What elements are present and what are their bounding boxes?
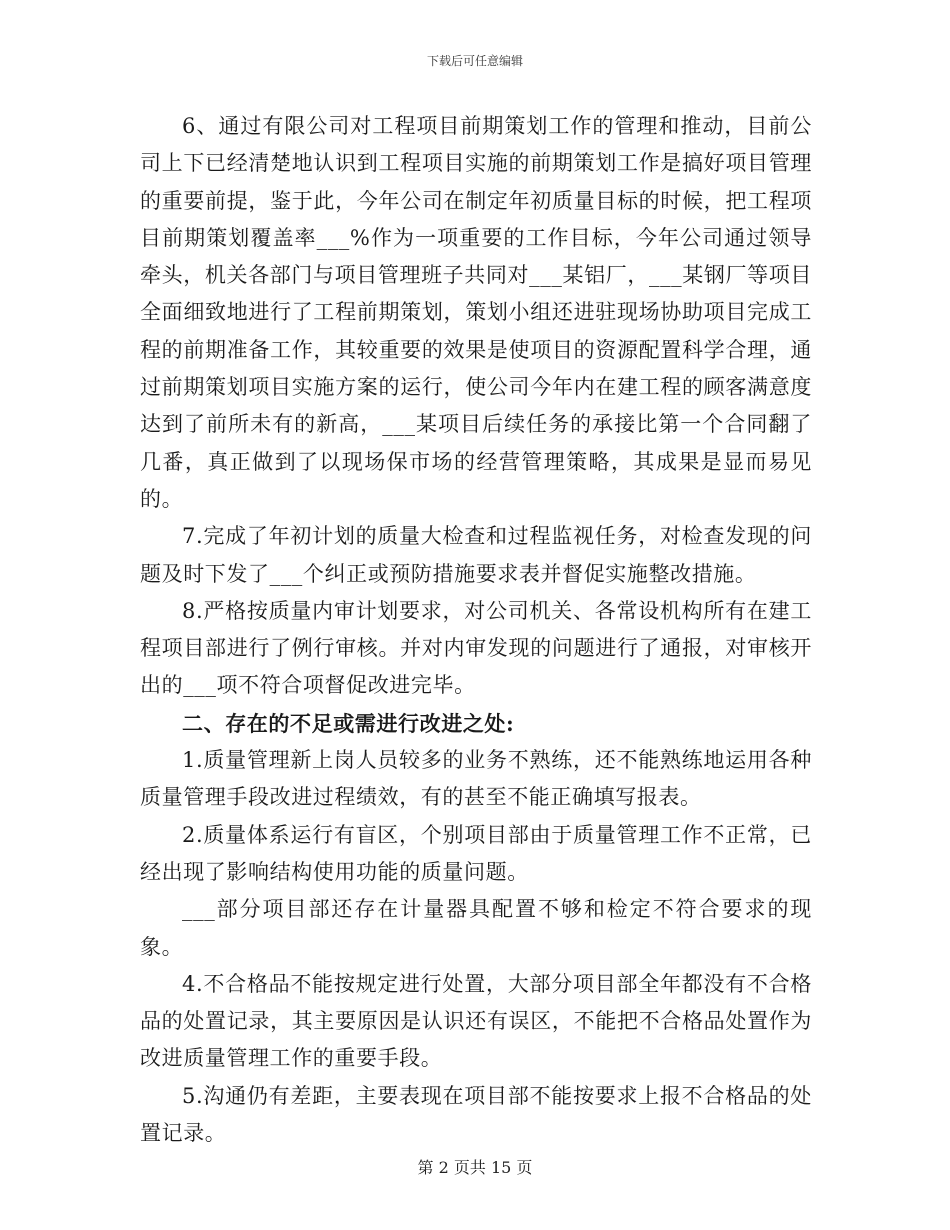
page-header: 下载后可任意编辑 [426,54,523,68]
paragraph-item-6: 6、通过有限公司对工程项目前期策划工作的管理和推动，目前公司上下已经清楚地认识到工程项目实施的前期策划工作是搞好项目管理的重要前提，鉴于此，今年公司在制定年初质量目标的时候，把工程项目前期策划覆盖率___%作为一项重要的工作目标，今年公司通过领导牵头，机关各部门与项目管理班子共同对___某铝厂，___某钢厂等项目全面细致地进行了工程前期策划，策划小组还进驻现场协助项目完成工程的前期准备工作，其较重要的效果是使项目的资源配置科学合理，通过前期策划项目实施方案的运行，使公司今年内在建工程的顾客满意度达到了前所未有的新高，___某项目后续任务的承接比第一个合同翻了几番，真正做到了以现场保市场的经营管理策略，其成果是显而易见的。 [140,114,812,511]
paragraph-issue-1: 1.质量管理新上岗人员较多的业务不熟练，还不能熟练地运用各种质量管理手段改进过程绩效，有的甚至不能正确填写报表。 [140,748,812,810]
paragraph-issue-4: 4.不合格品不能按规定进行处置，大部分项目部全年都没有不合格品的处置记录，其主要原因是认识还有误区，不能把不合格品处置作为改进质量管理工作的重要手段。 [140,971,812,1071]
page-footer: 第 2 页共 15 页 [417,1158,533,1177]
section-heading: 二、存在的不足或需进行改进之处: [182,710,515,736]
paragraph-issue-2: 2.质量体系运行有盲区，个别项目部由于质量管理工作不正常，已经出现了影响结构使用功能的质量问题。 [140,822,812,884]
paragraph-issue-5: 5.沟通仍有差距，主要表现在项目部不能按要求上报不合格品的处置记录。 [140,1083,812,1146]
paragraph-item-7: 7.完成了年初计划的质量大检查和过程监视任务，对检查发现的问题及时下发了___个纠正或预防措施要求表并督促实施整改措施。 [140,524,812,586]
document-body [140,108,812,1152]
paragraph-item-8: 8.严格按质量内审计划要求，对公司机关、各常设机构所有在建工程项目部进行了例行审核。并对内审发现的问题进行了通报，对审核开出的___项不符合项督促改进完毕。 [140,598,812,698]
paragraph-issue-3: ___部分项目部还存在计量器具配置不够和检定不符合要求的现象。 [140,897,812,959]
